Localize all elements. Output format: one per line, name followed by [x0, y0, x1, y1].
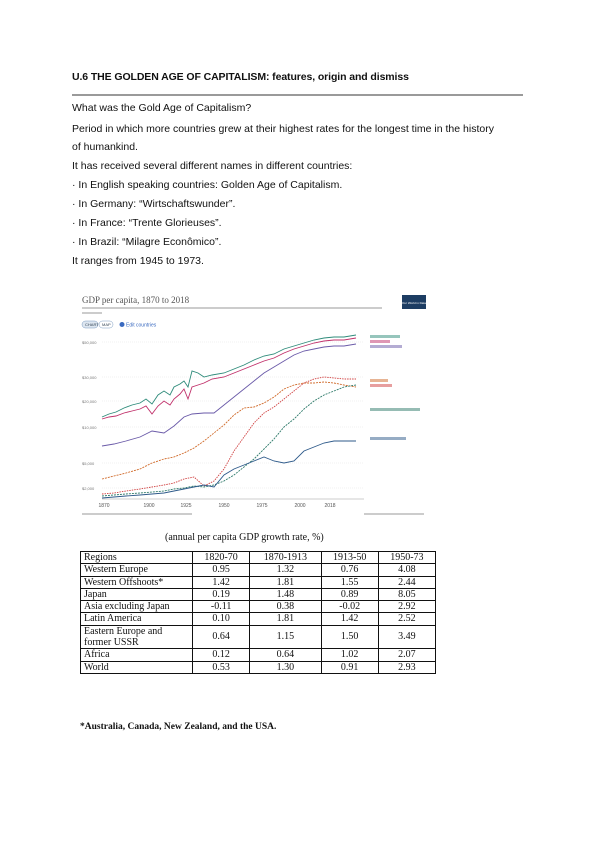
value-cell: 0.76	[321, 564, 378, 576]
region-cell: Western Offshoots*	[81, 576, 193, 588]
region-cell: Africa	[81, 649, 193, 661]
chart-series	[102, 335, 356, 498]
value-cell: 4.08	[378, 564, 435, 576]
chart-subtitle-2	[82, 312, 102, 314]
value-cell: 0.64	[193, 625, 250, 649]
value-cell: 8.05	[378, 588, 435, 600]
column-header: Regions	[81, 552, 193, 564]
y-axis-ticks	[82, 340, 97, 491]
value-cell: 0.64	[250, 649, 321, 661]
series-latin-america	[102, 382, 356, 479]
value-cell: 1.02	[321, 649, 378, 661]
value-cell: 1.32	[250, 564, 321, 576]
value-cell: 1.42	[193, 576, 250, 588]
value-cell: 3.49	[378, 625, 435, 649]
series-southeast-asia	[102, 385, 356, 496]
value-cell: 0.19	[193, 588, 250, 600]
series-label	[370, 437, 406, 440]
value-cell: 0.89	[321, 588, 378, 600]
value-cell: 1.50	[321, 625, 378, 649]
region-cell: Japan	[81, 588, 193, 600]
x-tick: 2018	[324, 503, 336, 509]
map-toggle-label: MAP	[102, 322, 111, 327]
chart-subtitle	[82, 307, 382, 309]
table-header-row	[81, 552, 436, 564]
chart-toggle-label: CHART	[85, 322, 99, 327]
growth-rate-table	[80, 551, 436, 674]
series-eastern-europe	[102, 344, 356, 446]
table-row	[81, 613, 436, 625]
page-heading: U.6 THE GOLDEN AGE OF CAPITALISM: features, origin and dismiss	[72, 71, 409, 83]
value-cell: 2.07	[378, 649, 435, 661]
region-cell: Eastern Europe and former USSR	[81, 625, 193, 649]
x-tick: 1870	[98, 503, 110, 509]
table-caption: (annual per capita GDP growth rate, %)	[165, 532, 324, 543]
x-tick: 1925	[180, 503, 192, 509]
value-cell: 0.53	[193, 661, 250, 673]
value-cell: 1.55	[321, 576, 378, 588]
value-cell: -0.11	[193, 601, 250, 613]
owid-logo-text: Our World in Data	[402, 301, 426, 305]
table-row	[81, 576, 436, 588]
series-label	[370, 384, 392, 387]
value-cell: 0.38	[250, 601, 321, 613]
value-cell: 1.48	[250, 588, 321, 600]
column-header: 1820-70	[193, 552, 250, 564]
series-label	[370, 340, 390, 343]
series-sub-saharan-africa	[102, 441, 356, 498]
table-row	[81, 625, 436, 649]
table-row	[81, 601, 436, 613]
value-cell: 0.91	[321, 661, 378, 673]
x-tick: 1950	[218, 503, 230, 509]
series-label	[370, 345, 402, 348]
y-tick: $5,000	[82, 461, 95, 466]
series-western-offshoots	[102, 335, 356, 417]
y-tick: $10,000	[82, 425, 97, 430]
chart-source-note	[82, 513, 192, 515]
column-header: 1870-1913	[250, 552, 321, 564]
bullet-english: · In English speaking countries: Golden Age of Capitalism.	[72, 179, 343, 191]
y-tick: $20,000	[82, 399, 97, 404]
value-cell: 2.92	[378, 601, 435, 613]
value-cell: 0.10	[193, 613, 250, 625]
bullet-germany: · In Germany: “Wirtschaftswunder”.	[72, 198, 236, 210]
names-intro: It has received several different names in different countries:	[72, 160, 353, 172]
table-row	[81, 649, 436, 661]
heading-divider	[72, 94, 523, 96]
value-cell: 2.93	[378, 661, 435, 673]
chart-license-note	[364, 513, 424, 515]
column-header: 1950-73	[378, 552, 435, 564]
value-cell: 1.30	[250, 661, 321, 673]
region-cell: Western Europe	[81, 564, 193, 576]
definition-line-2: of humankind.	[72, 141, 138, 153]
bullet-brazil: · In Brazil: “Milagre Econômico”.	[72, 236, 222, 248]
value-cell: -0.02	[321, 601, 378, 613]
x-axis-ticks	[98, 503, 335, 509]
series-label	[370, 408, 420, 411]
x-tick: 1975	[256, 503, 268, 509]
series-label	[370, 335, 400, 338]
chart-gridlines	[102, 342, 364, 488]
edit-countries-link[interactable]: Edit countries	[126, 322, 157, 329]
value-cell: 2.52	[378, 613, 435, 625]
range-line: It ranges from 1945 to 1973.	[72, 255, 204, 267]
definition-line-1: Period in which more countries grew at their highest rates for the longest time in the history	[72, 123, 494, 135]
question-line: What was the Gold Age of Capitalism?	[72, 102, 252, 114]
x-tick: 1900	[143, 503, 155, 509]
gdp-line-chart	[74, 291, 432, 521]
value-cell: 0.12	[193, 649, 250, 661]
series-label	[370, 379, 388, 382]
series-japan	[102, 377, 356, 494]
y-tick: $30,000	[82, 375, 97, 380]
region-cell: World	[81, 661, 193, 673]
y-tick: $50,000	[82, 340, 97, 345]
y-tick: $2,000	[82, 486, 95, 491]
region-cell: Asia excluding Japan	[81, 601, 193, 613]
value-cell: 1.81	[250, 613, 321, 625]
value-cell: 1.81	[250, 576, 321, 588]
table-row	[81, 588, 436, 600]
table-footnote: *Australia, Canada, New Zealand, and the USA.	[80, 722, 277, 732]
table-row	[81, 564, 436, 576]
column-header: 1913-50	[321, 552, 378, 564]
value-cell: 2.44	[378, 576, 435, 588]
series-labels	[370, 335, 420, 440]
region-cell: Latin America	[81, 613, 193, 625]
value-cell: 1.42	[321, 613, 378, 625]
edit-countries-icon[interactable]	[120, 322, 125, 327]
table-row	[81, 661, 436, 673]
value-cell: 1.15	[250, 625, 321, 649]
chart-title: GDP per capita, 1870 to 2018	[82, 295, 190, 305]
gdp-chart-image	[74, 291, 432, 521]
bullet-france: · In France: “Trente Glorieuses”.	[72, 217, 222, 229]
x-tick: 2000	[294, 503, 306, 509]
value-cell: 0.95	[193, 564, 250, 576]
